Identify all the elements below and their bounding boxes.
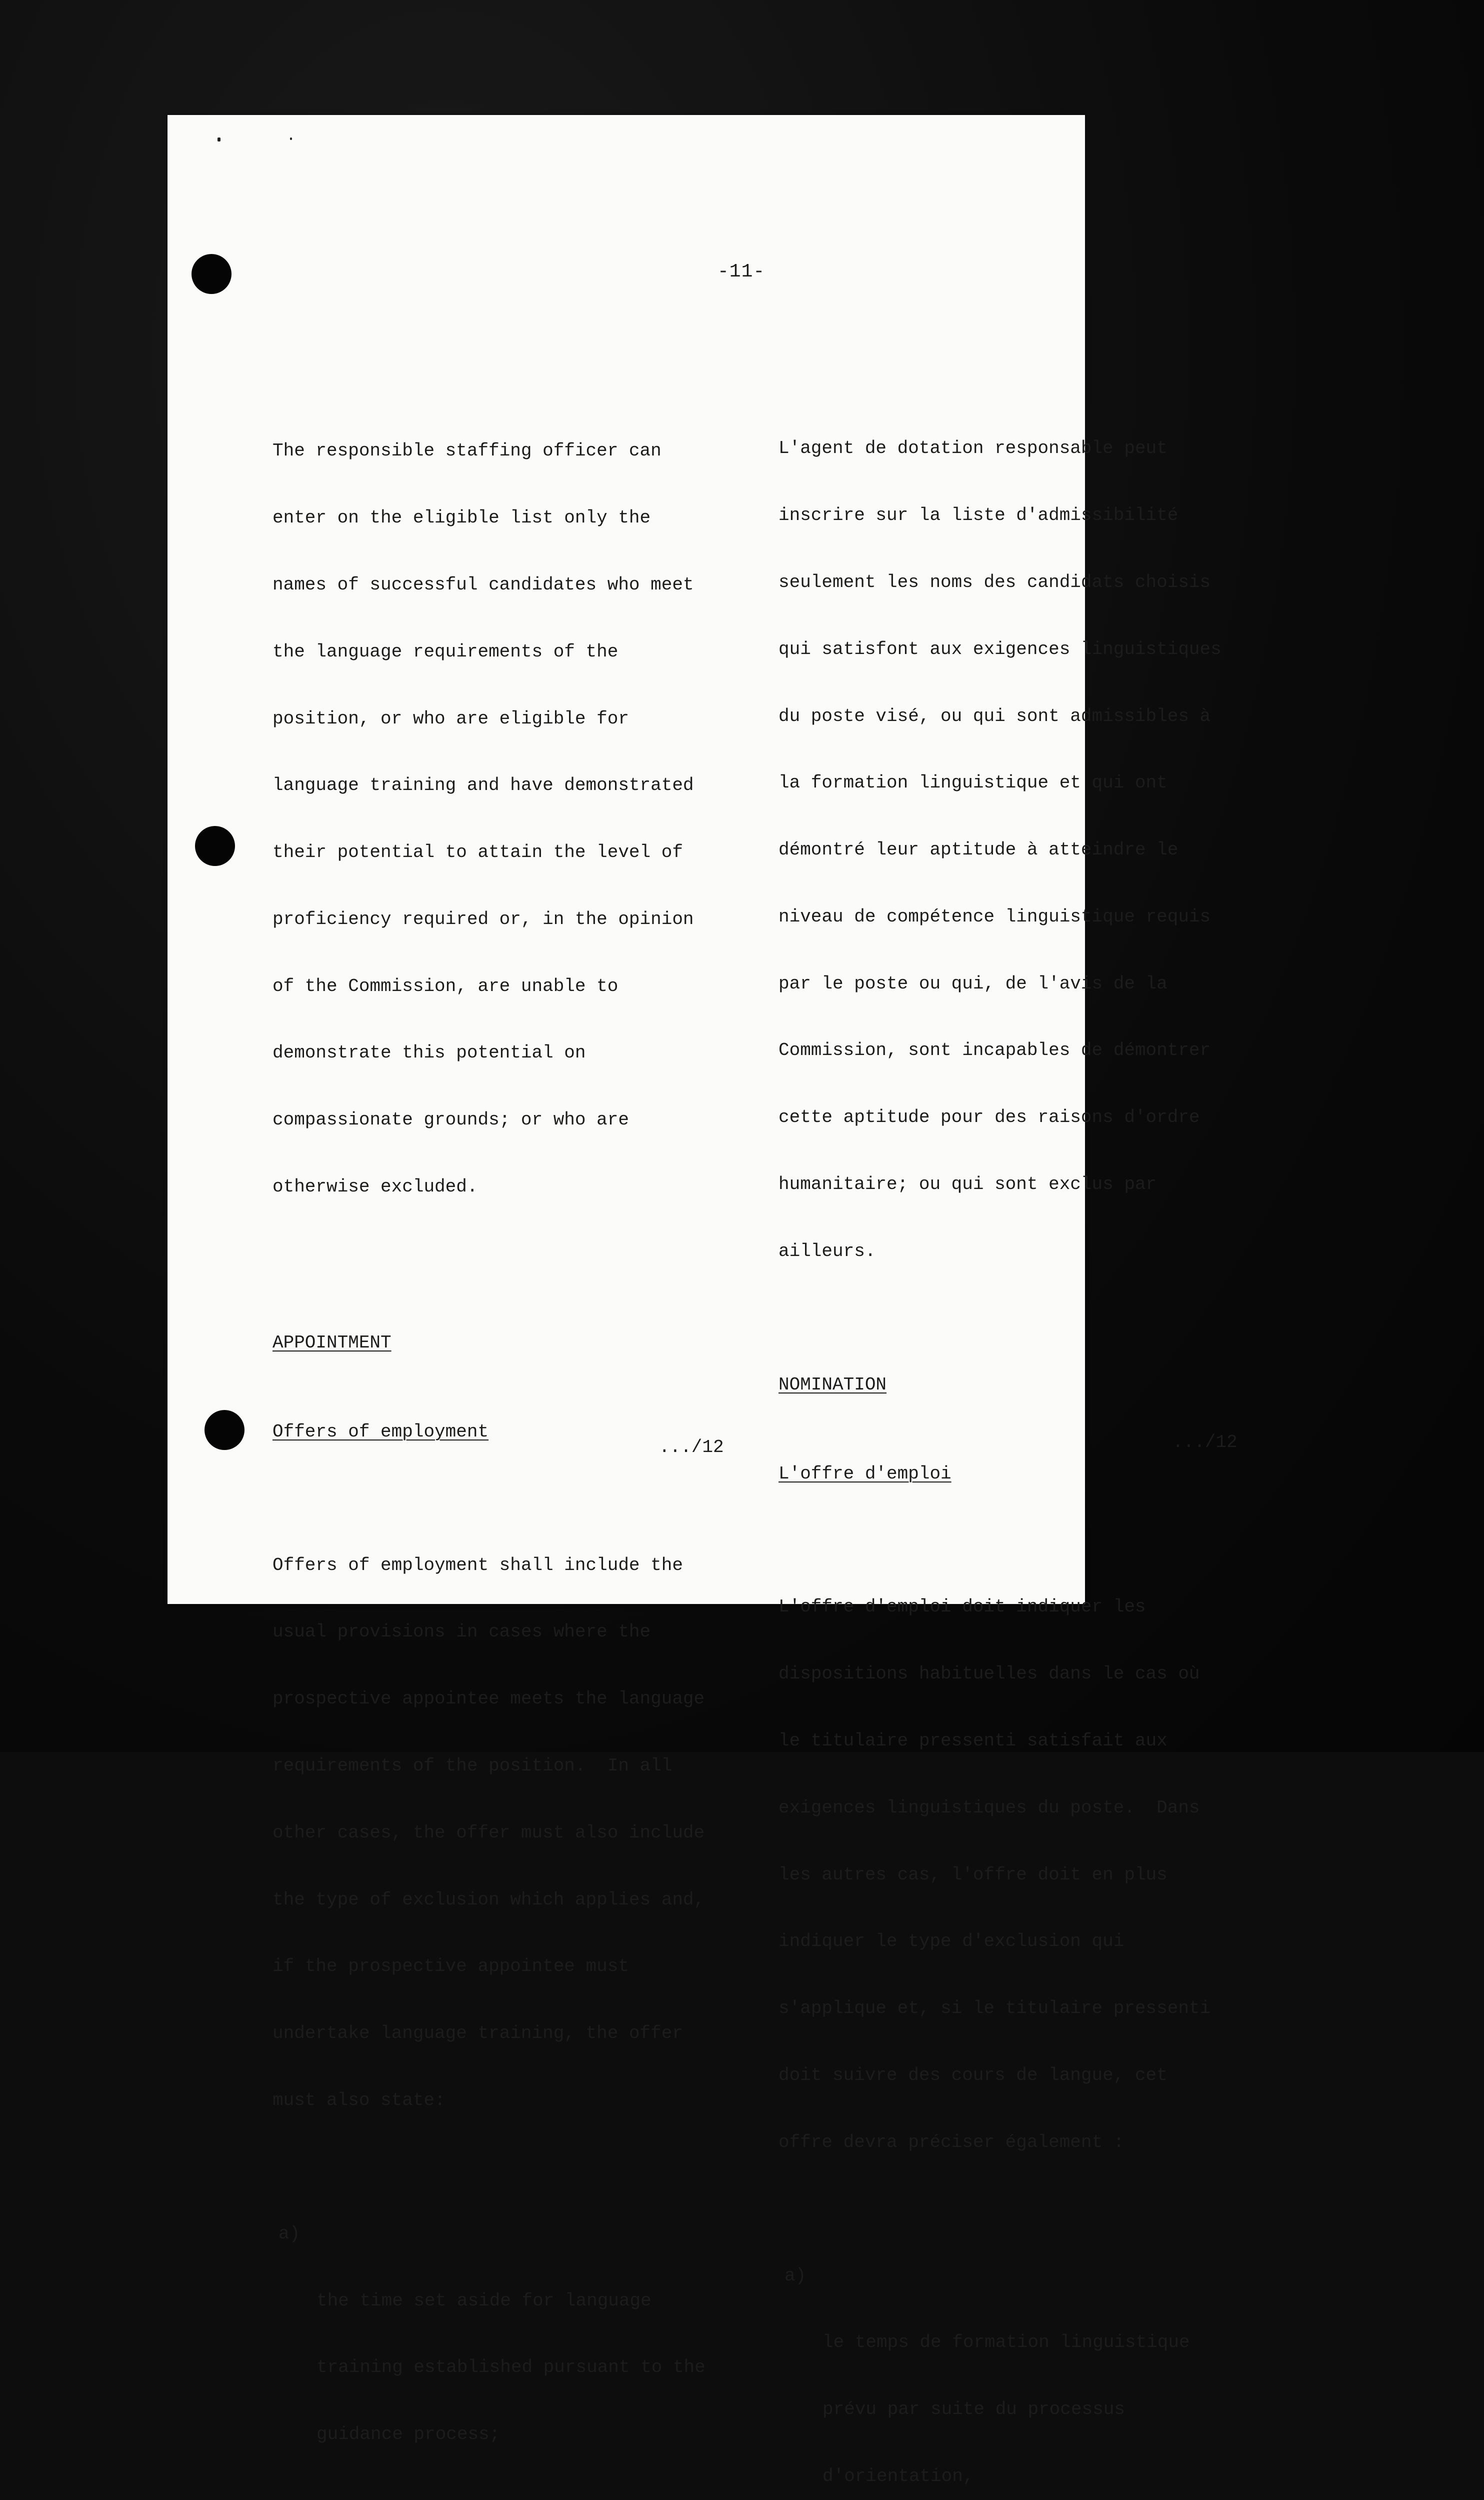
text-line: the type of exclusion which applies and, xyxy=(272,1889,705,1910)
text-line: their potential to attain the level of xyxy=(272,842,683,863)
text-line: inscrire sur la liste d'admissibilité xyxy=(778,505,1178,526)
text-line: position, or who are eligible for xyxy=(272,708,629,729)
text-line: training established pursuant to the xyxy=(316,2357,706,2378)
text-line: offre devra préciser également : xyxy=(778,2132,1124,2152)
french-column xyxy=(778,348,1227,2500)
text-line: names of successful candidates who meet xyxy=(272,574,694,595)
text-line: par le poste ou qui, de l'avis de la xyxy=(778,973,1168,994)
text-line: usual provisions in cases where the xyxy=(272,1622,651,1642)
text-line: guidance process; xyxy=(316,2424,500,2445)
text-line: of the Commission, are unable to xyxy=(272,976,618,996)
text-line: seulement les noms des candidats choisis xyxy=(778,572,1211,592)
text-line: if the prospective appointee must xyxy=(272,1956,629,1977)
page-number: -11- xyxy=(718,261,766,282)
text-line: niveau de compétence linguistique requis xyxy=(778,906,1211,927)
text-line: enter on the eligible list only the xyxy=(272,508,651,528)
english-intro-paragraph xyxy=(272,396,710,1243)
english-body-paragraph xyxy=(272,1510,710,2156)
paper-speck xyxy=(290,138,292,140)
text-line: qui satisfont aux exigences linguistiques xyxy=(778,638,1222,660)
text-line: prospective appointee meets the language xyxy=(272,1688,705,1710)
text-line: compassionate grounds; or who are xyxy=(272,1110,629,1130)
binder-hole-middle xyxy=(195,826,235,866)
text-line: the time set aside for language xyxy=(316,2290,652,2311)
text-line: otherwise excluded. xyxy=(272,1176,478,1197)
text-line: la formation linguistique et qui ont xyxy=(778,772,1168,794)
text-line: undertake language training, the offer xyxy=(272,2023,683,2044)
text-line: démontré leur aptitude à atteindre le xyxy=(778,840,1178,860)
list-item-a xyxy=(784,2265,1233,2500)
text-line: other cases, the offer must also include xyxy=(272,1822,705,1843)
text-line: Commission, sont incapables de démontrer xyxy=(778,1040,1211,1061)
text-line: doit suivre des cours de langue, cet xyxy=(778,2064,1168,2086)
text-line: exigences linguistiques du poste. Dans xyxy=(778,1797,1200,1818)
text-line: demonstrate this potential on xyxy=(272,1042,586,1064)
text-line: requirements of the position. In all xyxy=(272,1756,672,1776)
section-heading-appointment: APPOINTMENT xyxy=(272,1332,392,1353)
subheading-offre: L'offre d'emploi xyxy=(778,1463,952,1484)
text-line: s'applique et, si le titulaire pressenti xyxy=(778,1998,1211,2019)
list-marker: a) xyxy=(278,2223,300,2244)
text-line: proficiency required or, in the opinion xyxy=(272,908,694,930)
french-intro-paragraph xyxy=(778,393,1227,1307)
text-line: les autres cas, l'offre doit en plus xyxy=(778,1864,1168,1885)
english-column xyxy=(272,351,710,2500)
binder-hole-bottom xyxy=(204,1410,244,1450)
english-continued-marker: .../12 xyxy=(659,1437,724,1458)
text-line: must also state: xyxy=(272,2090,446,2110)
text-line: prévu par suite du processus xyxy=(822,2399,1125,2420)
text-line: le titulaire pressenti satisfait aux xyxy=(778,1730,1168,1752)
list-marker: a) xyxy=(784,2265,806,2286)
text-line: ailleurs. xyxy=(778,1240,876,1262)
french-continued-marker: .../12 xyxy=(1172,1432,1238,1452)
list-item-a xyxy=(278,2223,716,2490)
text-line: indiquer le type d'exclusion qui xyxy=(778,1931,1124,1952)
text-line: the language requirements of the xyxy=(272,641,618,662)
paper-speck xyxy=(218,138,220,142)
text-line: dispositions habituelles dans le cas où xyxy=(778,1664,1200,1684)
text-line: humanitaire; ou qui sont exclus par xyxy=(778,1174,1157,1194)
text-line: du poste visé, ou qui sont admissibles à xyxy=(778,706,1211,726)
text-line: Offers of employment shall include the xyxy=(272,1554,683,1576)
text-line: le temps de formation linguistique xyxy=(822,2332,1190,2353)
section-heading-nomination: NOMINATION xyxy=(778,1374,887,1395)
text-line: cette aptitude pour des raisons d'ordre xyxy=(778,1107,1200,1128)
text-line: d'orientation, xyxy=(822,2466,974,2487)
binder-hole-top xyxy=(192,254,232,294)
french-body-paragraph xyxy=(778,1552,1227,2198)
text-line: L'agent de dotation responsable peut xyxy=(778,438,1168,459)
text-line: The responsible staffing officer can xyxy=(272,440,662,462)
subheading-offers: Offers of employment xyxy=(272,1421,489,1442)
text-line: L'offre d'emploi doit indiquer les xyxy=(778,1596,1146,1618)
text-line: language training and have demonstrated xyxy=(272,775,694,796)
